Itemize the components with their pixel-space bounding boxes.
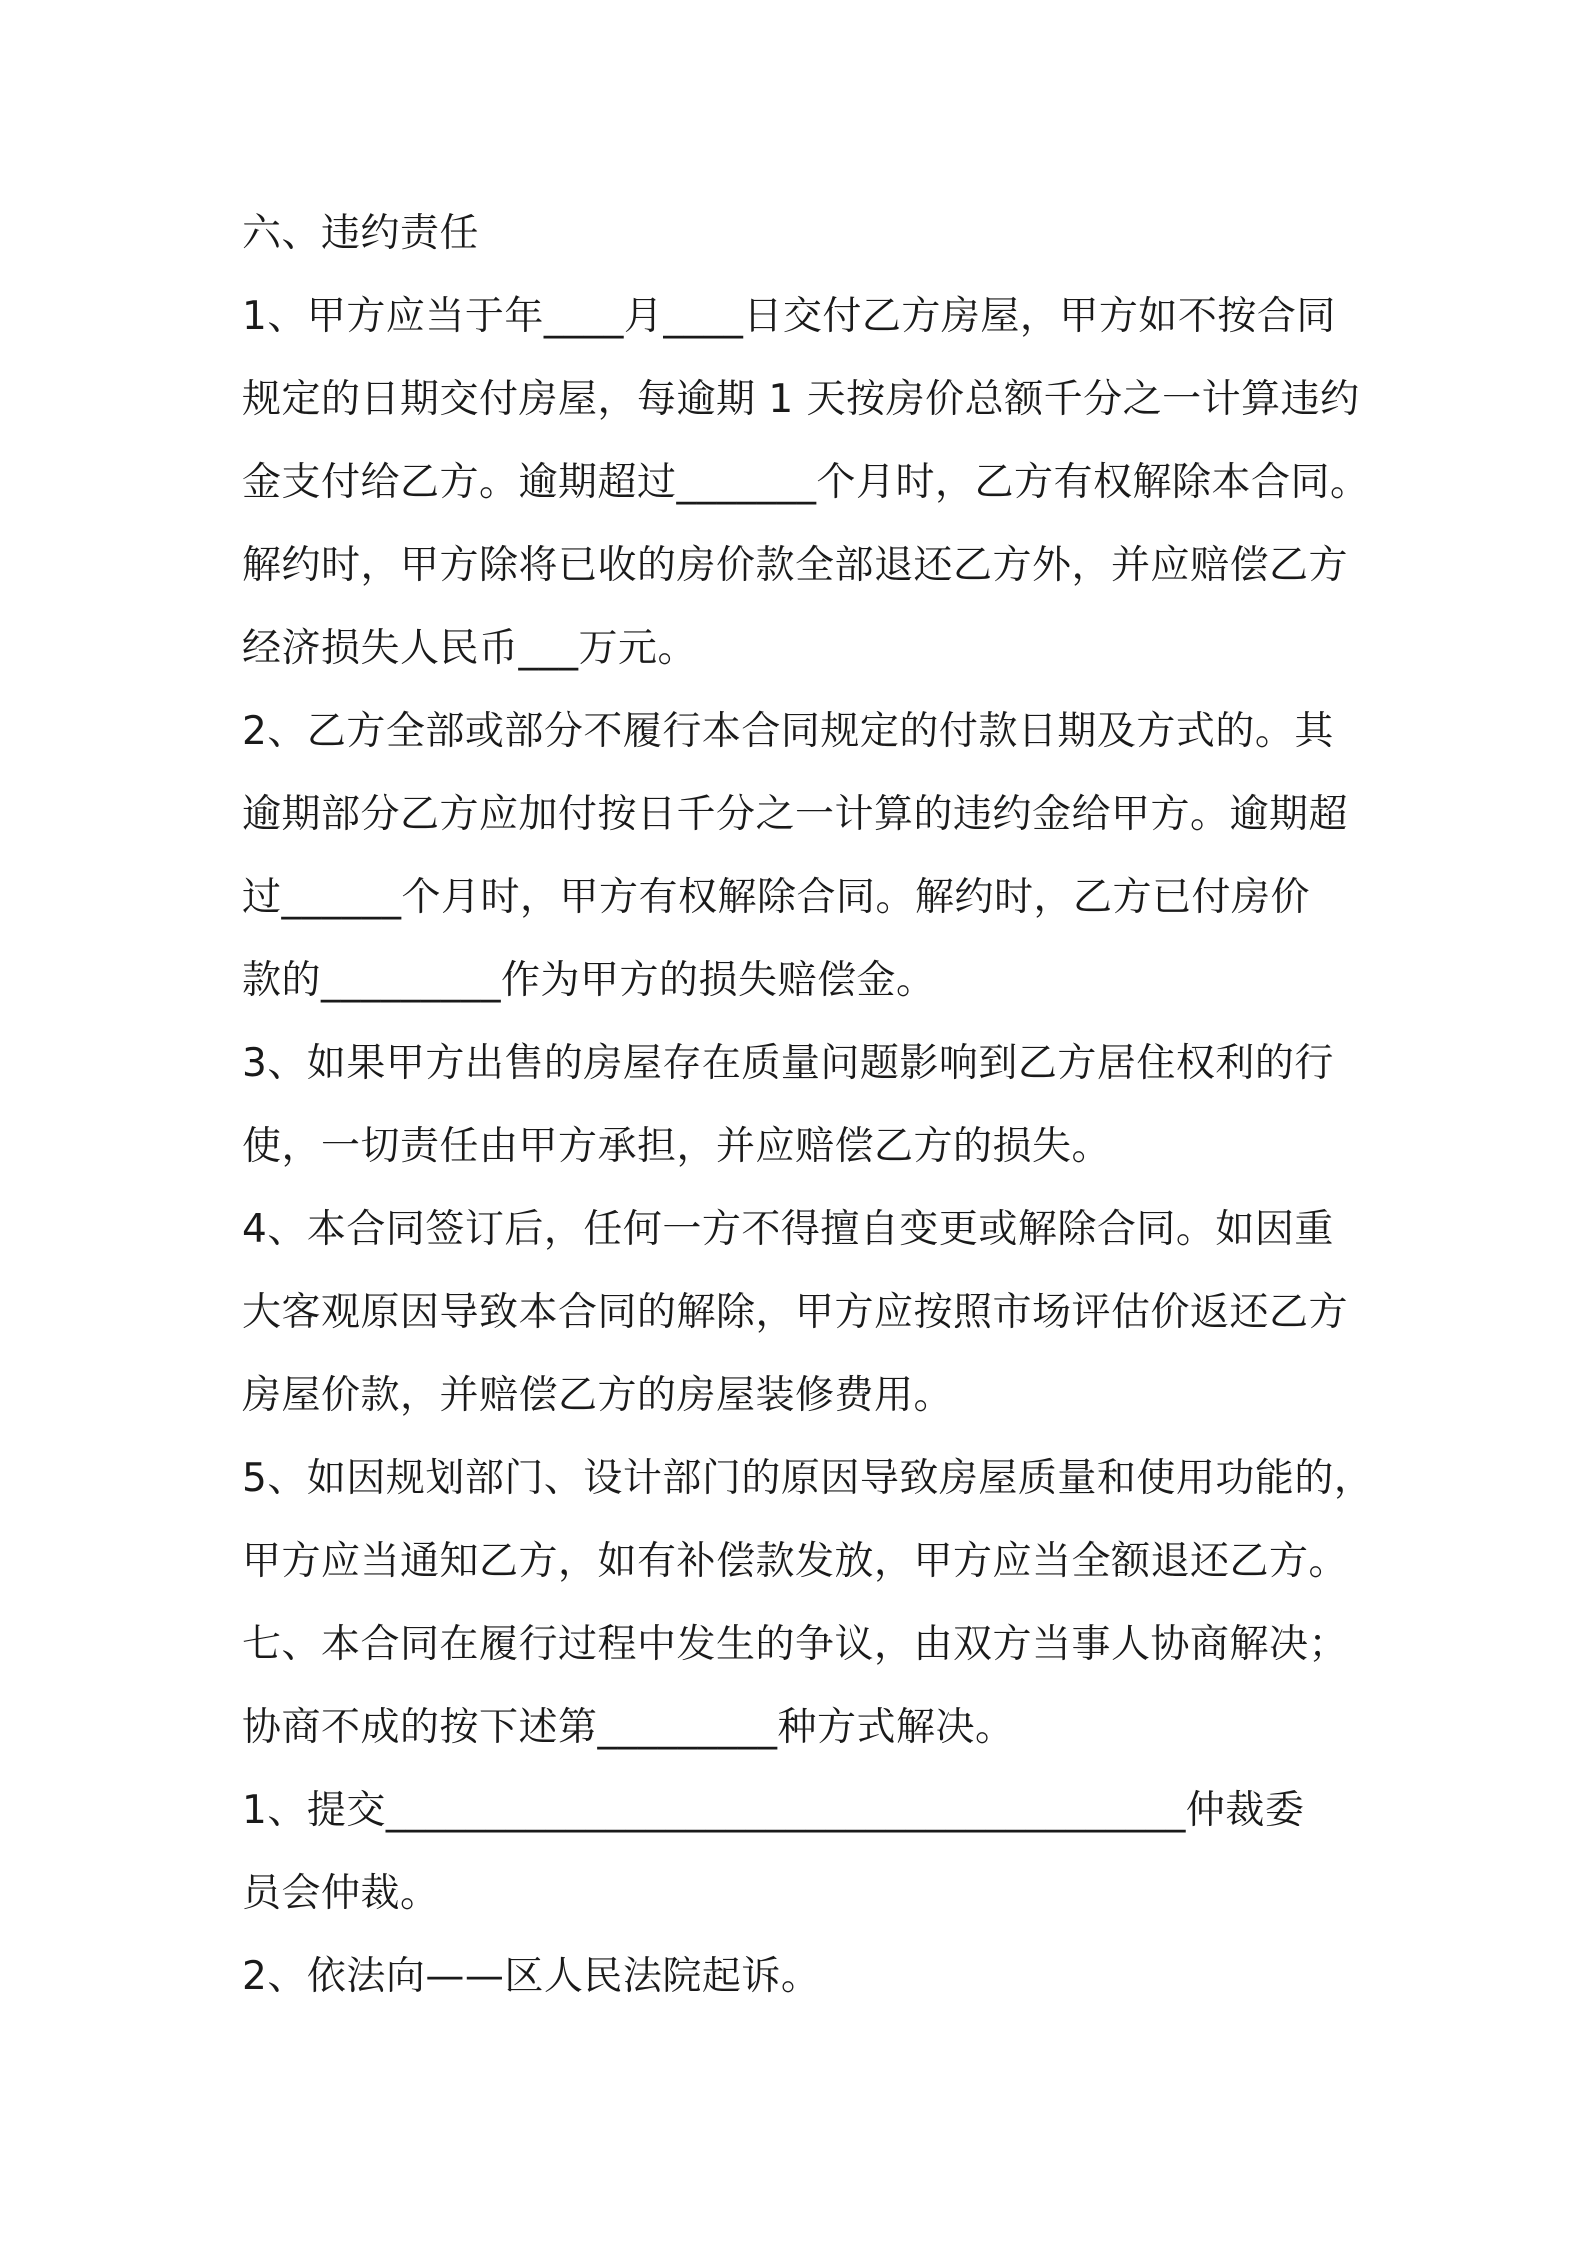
clause-1-line-3: 金支付给乙方。逾期超过_______个月时，乙方有权解除本合同。 <box>242 460 1370 505</box>
clause-5-line-1: 5、如因规划部门、设计部门的原因导致房屋质量和使用功能的， <box>242 1456 1374 1501</box>
clause-4-line-3: 房屋价款，并赔偿乙方的房屋装修费用。 <box>242 1373 954 1418</box>
contract-text-body <box>242 192 1382 2018</box>
dispute-option-1-line-2: 员会仲裁。 <box>242 1871 440 1916</box>
clause-4-line-2: 大客观原因导致本合同的解除，甲方应按照市场评估价返还乙方 <box>242 1290 1349 1335</box>
section-7-line-2: 协商不成的按下述第_________种方式解决。 <box>242 1705 1015 1750</box>
clause-3-line-2: 使，一切责任由甲方承担，并应赔偿乙方的损失。 <box>242 1124 1112 1169</box>
section-7-line-1: 七、本合同在履行过程中发生的争议，由双方当事人协商解决； <box>242 1622 1349 1667</box>
clause-2-line-3: 过______个月时，甲方有权解除合同。解约时，乙方已付房价 <box>242 875 1311 920</box>
clause-3-line-1: 3、如果甲方出售的房屋存在质量问题影响到乙方居住权利的行 <box>242 1041 1334 1086</box>
dispute-option-1-line-1: 1、提交________________________________________仲裁委 <box>242 1788 1305 1833</box>
clause-1-line-1: 1、甲方应当于年____月____日交付乙方房屋，甲方如不按合同 <box>242 294 1336 339</box>
clause-2-line-1: 2、乙方全部或部分不履行本合同规定的付款日期及方式的。其 <box>242 709 1334 754</box>
clause-2-line-2: 逾期部分乙方应加付按日千分之一计算的违约金给甲方。逾期超 <box>242 792 1349 837</box>
clause-5-line-2: 甲方应当通知乙方，如有补偿款发放，甲方应当全额退还乙方。 <box>242 1539 1349 1584</box>
dispute-option-2: 2、依法向——区人民法院起诉。 <box>242 1954 821 1999</box>
clause-1-line-2: 规定的日期交付房屋，每逾期 1 天按房价总额千分之一计算违约 <box>242 377 1360 422</box>
clause-2-line-4: 款的_________作为甲方的损失赔偿金。 <box>242 958 936 1003</box>
clause-4-line-1: 4、本合同签订后，任何一方不得擅自变更或解除合同。如因重 <box>242 1207 1334 1252</box>
clause-1-line-5: 经济损失人民币___万元。 <box>242 626 698 671</box>
section-heading-breach-liability: 六、违约责任 <box>242 211 480 256</box>
clause-1-line-4: 解约时，甲方除将已收的房价款全部退还乙方外，并应赔偿乙方 <box>242 543 1349 588</box>
